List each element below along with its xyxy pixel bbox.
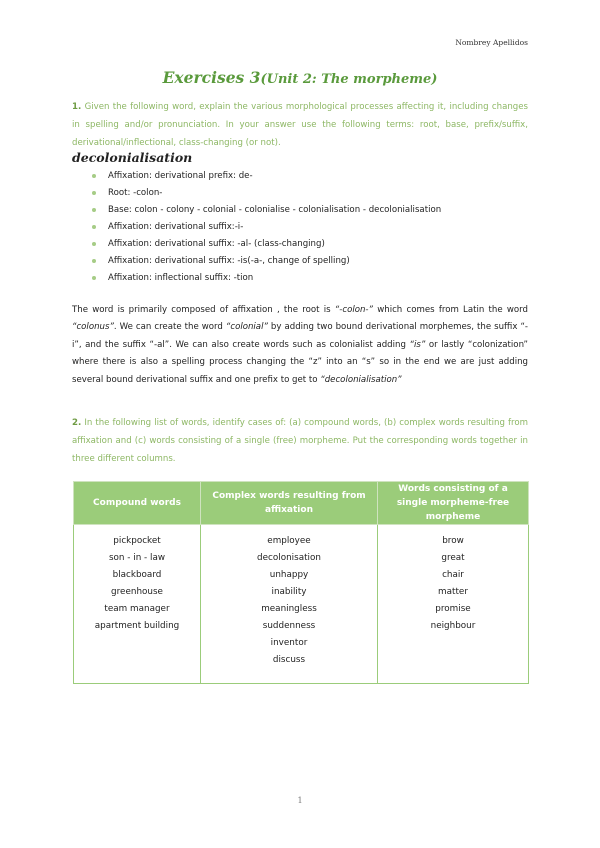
answer-text: . We can create the word	[113, 322, 226, 333]
table-cell-word: meaningless	[261, 604, 317, 614]
list-item	[92, 270, 441, 287]
list-item-text: Affixation: derivational prefix: de-	[108, 171, 253, 181]
table-cell-word: inability	[271, 587, 307, 597]
page-number: 1	[297, 796, 303, 805]
table-cell-word: discuss	[272, 655, 306, 665]
word-classification-table	[73, 481, 529, 684]
header-single-morpheme-words: Words consisting of a single morpheme-free morpheme	[378, 482, 529, 525]
table-cell-word: inventor	[270, 638, 308, 648]
answer-text: or lastly “colonization” where there is also a spelling process changing the “z” into an “s” so in the end we are just adding several bound derivational suffix and one prefix to get to	[72, 339, 528, 385]
bullet-icon	[92, 208, 96, 212]
table-header-row	[74, 482, 529, 525]
list-item-text: Base: colon - colony - colonial - colonialise - colonialisation - decolonialisation	[108, 205, 442, 215]
list-item	[92, 168, 441, 185]
page-title	[0, 68, 600, 87]
analysed-word: decolonialisation	[72, 150, 193, 165]
list-item	[92, 219, 441, 236]
table-cell-word: promise	[435, 604, 471, 614]
bullet-icon	[92, 174, 96, 178]
answer-text: The word is primarily composed of affixation , the root is	[72, 305, 335, 315]
answer-emphasis: “decolonialisation”	[320, 374, 402, 385]
answer-emphasis: “-colon-”	[334, 305, 373, 315]
table-cell-word: suddenness	[262, 621, 316, 631]
table-cell-word: decolonisation	[257, 553, 321, 563]
header-author: Nombrey Apellidos	[455, 38, 528, 47]
column-complex-words	[201, 525, 378, 684]
bullet-icon	[92, 225, 96, 229]
answer-emphasis: “colonus”	[72, 322, 114, 333]
table-cell-word: team manager	[104, 604, 170, 614]
list-item-text: Affixation: derivational suffix: -is(-a-, change of spelling)	[108, 256, 350, 266]
list-item	[92, 202, 441, 219]
table-cell-word: chair	[442, 570, 464, 580]
header-compound-words: Compound words	[74, 482, 201, 525]
table-cell-word: matter	[438, 587, 468, 597]
table-cell-word: greenhouse	[111, 587, 163, 597]
table-cell-word: employee	[267, 536, 311, 546]
list-item-text: Affixation: derivational suffix: -al- (class-changing)	[108, 239, 325, 249]
table-cell-word: neighbour	[430, 621, 476, 631]
title-sub: (Unit 2: The morpheme)	[260, 72, 438, 87]
table-cell-word: pickpocket	[113, 536, 161, 546]
answer-paragraph	[72, 302, 528, 389]
bullet-icon	[92, 259, 96, 263]
question-2-text: In the following list of words, identify cases of: (a) compound words, (b) complex words resulting from affixation and (c) words consisting of a single (free) morpheme. Put the corresponding words together in three different columns.	[72, 418, 529, 464]
table-cell-word: son - in - law	[108, 553, 166, 563]
question-2	[72, 414, 528, 468]
table-cell-word: apartment building	[94, 621, 180, 631]
list-item-text: Affixation: derivational suffix:-i-	[108, 222, 244, 232]
table-cell-word: brow	[442, 536, 464, 546]
answer-emphasis: “is”	[409, 339, 426, 350]
title-main: Exercises 3	[162, 68, 261, 87]
table-cell-word: blackboard	[112, 570, 162, 580]
bullet-icon	[92, 242, 96, 246]
list-item	[92, 253, 441, 270]
column-compound-words	[74, 525, 201, 684]
question-1	[72, 98, 528, 152]
list-item	[92, 185, 441, 202]
list-item-text: Root: -colon-	[108, 188, 163, 198]
table-cell-word: great	[441, 553, 465, 563]
answer-text: by adding two bound derivational morphemes, the suffix “-i”, and the suffix “-al”. We can also create words such as colonialist adding	[72, 322, 528, 350]
question-2-number: 2.	[72, 418, 82, 428]
column-single-morpheme-words	[378, 525, 529, 684]
list-item	[92, 236, 441, 253]
bullet-icon	[92, 276, 96, 280]
table-row	[74, 525, 529, 684]
bullet-icon	[92, 191, 96, 195]
question-1-number: 1.	[72, 102, 82, 112]
list-item-text: Affixation: inflectional suffix: -tion	[108, 273, 254, 283]
header-complex-words: Complex words resulting from affixation	[201, 482, 378, 525]
answer-emphasis: “colonial”	[225, 322, 268, 333]
table-cell-word: unhappy	[269, 570, 309, 580]
analysis-list	[92, 168, 441, 287]
answer-text: which comes from Latin the word	[372, 305, 528, 315]
question-1-text: Given the following word, explain the various morphological processes affecting it, including changes in spelling and/or pronunciation. In your answer use the following terms: root, base, prefix/suffix, derivational/inflectional, class-changing (or not).	[72, 102, 528, 148]
